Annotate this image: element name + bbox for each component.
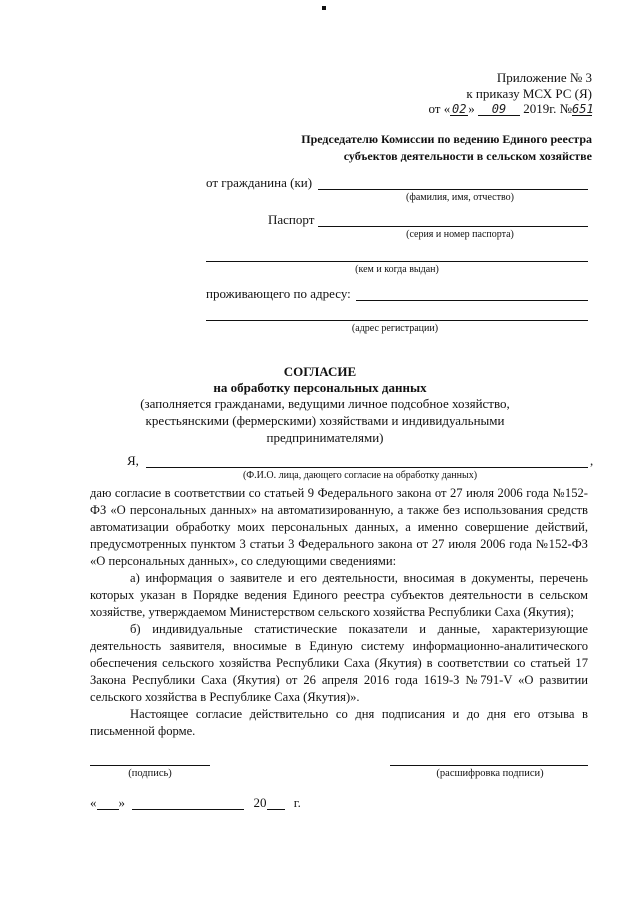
scan-dot [322,6,326,10]
appendix-label: Приложение № 3 [496,70,592,85]
consent-name-field[interactable] [146,467,588,468]
order-date-line [428,101,592,117]
signature-decode-caption: (расшифровка подписи) [436,768,544,779]
date-month-field[interactable] [132,797,244,810]
issued-caption: (кем и когда выдан) [355,264,439,275]
signature-field[interactable] [90,765,210,766]
date-open-quote: « [90,795,97,810]
consent-paragraph-validity: Настоящее согласие действительно со дня подписания и до дня его отзыва в письменной форме. [90,707,588,738]
order-month: 09 [478,103,520,116]
ya-comma: , [590,453,594,468]
consent-paragraph-1: даю согласие в соответствии со статьей 9 Федерального закона от 27 июля 2006 года №152-ФЗ «О персональных данных» на автоматизированную, а также без использования средств автоматизации обработку моих персональных данных, а именно совершение действий, предусмотренных пунктом 3 статьи 3 Федерального закона от 27 июля 2006 года №152-ФЗ «О персональных данных», со следующими сведениями: [90,486,588,568]
citizen-label: от гражданина (ки) [206,175,313,190]
order-number: 651 [572,102,594,116]
signature-date-line [90,795,301,811]
date-year-field[interactable] [267,797,285,810]
signature-caption: (подпись) [128,768,172,779]
date-day-field[interactable] [97,797,119,810]
citizen-name-field[interactable] [318,189,588,190]
addressee-line2: субъектов деятельности в сельском хозяйстве [343,149,592,163]
consent-note: (заполняется гражданами, ведущими личное подсобное хозяйство, крестьянскими (фермерскими) хозяйствами и индивидуальными предпринимателями) [140,396,510,445]
consent-name-caption: (Ф.И.О. лица, дающего согласие на обработку данных) [242,470,478,481]
ya-label: Я, [127,453,139,468]
consent-paragraph-a: а) информация о заявителе и его деятельности, вносимая в документы, перечень которых указан в Порядке ведения Единого реестра субъектов деятельности в сельском хозяйстве, утверждаемом Министерством сельского хозяйства Республики Саха (Якутия); [90,571,588,619]
order-day: 02 [451,102,467,116]
consent-subtitle: на обработку персональных данных [213,380,427,395]
address-caption: (адрес регистрации) [351,323,439,334]
order-date-mid: » [468,101,475,116]
address-field[interactable] [356,300,588,301]
citizen-caption: (фамилия, имя, отчество) [406,192,514,203]
addressee-line1: Председателю Комиссии по ведению Единого реестра [301,132,592,146]
passport-caption: (серия и номер паспорта) [406,229,514,240]
consent-body [90,485,588,740]
issued-by-field[interactable] [206,261,588,262]
signature-decode-field[interactable] [390,765,588,766]
order-year: 2019г. № [523,101,572,116]
consent-paragraph-b: б) индивидуальные статистические показатели и данные, характеризующие деятельность заявителя, вносимые в Единую систему информационно-аналитического обеспечения сельского хозяйства Республики Саха (Якутия) в соответствии со статьей 17 Закона Республики Саха (Якутия) от 26 апреля 2016 года 1619-З №791-V «О развитии сельского хозяйства в Республике Саха (Якутия)». [90,622,588,704]
passport-label: Паспорт [268,212,315,227]
consent-title: СОГЛАСИЕ [283,364,357,379]
date-close-quote: » [118,795,125,810]
order-ref: к приказу МСХ РС (Я) [466,86,592,101]
passport-field[interactable] [318,226,588,227]
date-year-suffix: г. [293,795,301,810]
addressee [301,131,592,165]
order-date-prefix: от « [428,101,451,116]
address-field-2[interactable] [206,320,588,321]
date-year-prefix: 20 [253,795,267,810]
address-label: проживающего по адресу: [206,286,351,301]
